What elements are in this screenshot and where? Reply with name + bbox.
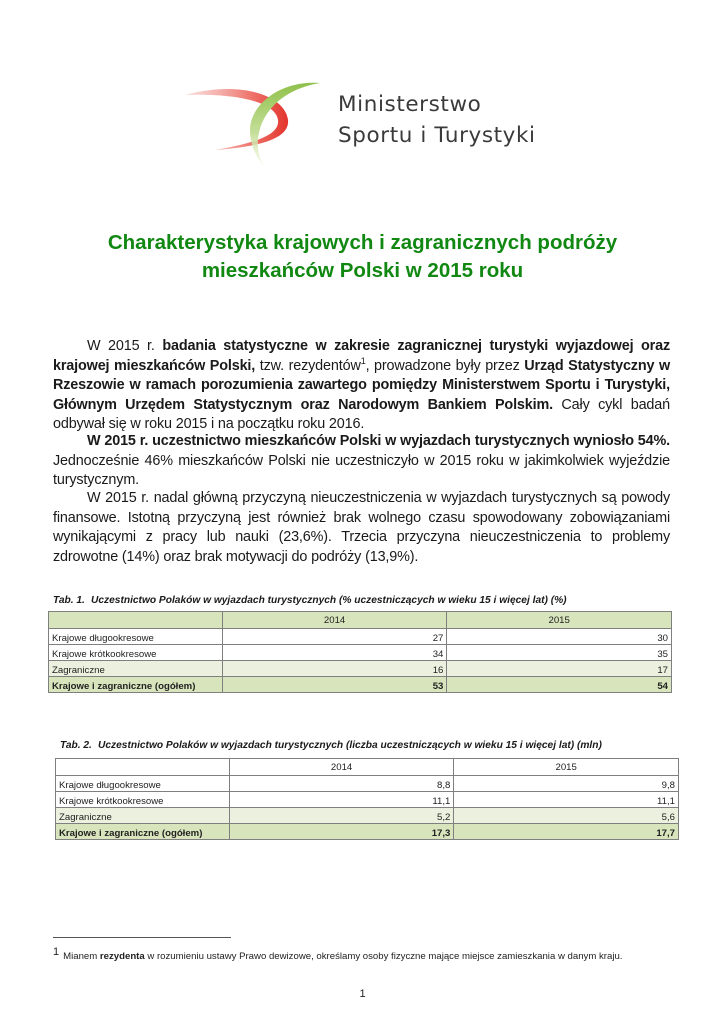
table-header-row — [49, 612, 672, 629]
value-2014: 17,3 — [229, 824, 454, 840]
footnote-reference[interactable]: 1 — [360, 355, 366, 366]
header-cell — [56, 759, 230, 776]
row-label: Krajowe i zagraniczne (ogółem) — [49, 677, 223, 693]
table2-caption-text: Uczestnictwo Polaków w wyjazdach turystycznych (liczba uczestniczących w wieku 15 i więcej lat) (mln) — [98, 740, 602, 751]
text-run: W 2015 r. nadal główną przyczyną nieuczestniczenia w wyjazdach turystycznych są powody finansowe. Istotną przyczyną jest również brak wolnego czasu spowodowany zobowiązaniami wynikającymi z pracy lub nauki (23,6%). Trzecia przyczyna nieuczestniczenia to problemy zdrowotne (14%) oraz brak motywacji do podróży (13,9%). — [53, 490, 670, 565]
ministry-name-line1: Ministerstwo — [338, 92, 482, 117]
table1-caption-number: Tab. 1. — [53, 595, 85, 606]
text-run-bold: badania statystyczne w zakresie zagranicznej turystyki wyjazdowej oraz krajowej mieszkańców Polski, — [53, 338, 671, 374]
footnote-separator — [53, 937, 231, 938]
paragraph-reasons — [53, 489, 670, 567]
table-row — [56, 776, 679, 792]
value-2014: 34 — [222, 645, 447, 661]
header-cell — [49, 612, 223, 629]
value-2014: 16 — [222, 661, 447, 677]
table-participation-percent — [48, 611, 672, 693]
value-2014: 53 — [222, 677, 447, 693]
header-cell: 2014 — [222, 612, 447, 629]
row-label: Zagraniczne — [56, 808, 230, 824]
row-label: Krajowe krótkookresowe — [49, 645, 223, 661]
value-2014: 8,8 — [229, 776, 454, 792]
table-header-row — [56, 759, 679, 776]
ministry-logo — [180, 75, 540, 175]
paragraph-participation — [53, 432, 670, 491]
row-label: Krajowe długookresowe — [56, 776, 230, 792]
text-run: w rozumieniu ustawy Prawo dewizowe, określamy osoby fizyczne mające miejsce zamieszkania w danym kraju. — [144, 951, 623, 962]
text-run: tzw. rezydentów — [255, 357, 361, 374]
table-total-row — [49, 677, 672, 693]
document-title — [0, 229, 725, 285]
header-cell: 2015 — [454, 759, 679, 776]
text-run: Jednocześnie 46% mieszkańców Polski nie uczestniczyło w 2015 roku w jakimkolwiek wyjeździe turystycznym. — [53, 452, 670, 489]
header-cell: 2015 — [447, 612, 672, 629]
table-row — [49, 629, 672, 645]
page-number: 1 — [359, 988, 366, 1000]
paragraph-survey-info — [53, 337, 670, 435]
table-total-row — [56, 824, 679, 840]
document-title-line2: mieszkańców Polski w 2015 roku — [201, 259, 524, 282]
document-title-line1: Charakterystyka krajowych i zagranicznych podróży — [107, 231, 618, 254]
table-row — [49, 661, 672, 677]
value-2015: 9,8 — [454, 776, 679, 792]
table-participation-millions — [55, 758, 679, 840]
text-run-bold: Urząd Statystyczny w Rzeszowie w ramach porozumienia zawartego pomiędzy Ministerstwem Sportu i Turystyki, Głównym Urzędem Statystycznym oraz Narodowym Bankiem Polskim. — [53, 357, 671, 413]
row-label: Krajowe krótkookresowe — [56, 792, 230, 808]
ministry-swoosh-logo-icon — [180, 75, 330, 175]
table-row — [49, 645, 672, 661]
row-label: Krajowe i zagraniczne (ogółem) — [56, 824, 230, 840]
table1-caption-text: Uczestnictwo Polaków w wyjazdach turystycznych (% uczestniczących w wieku 15 i więcej lat) (%) — [91, 595, 567, 606]
value-2014: 5,2 — [229, 808, 454, 824]
text-run-bold: rezydenta — [99, 951, 145, 962]
text-run: Mianem — [63, 951, 100, 962]
table-row — [56, 808, 679, 824]
value-2015: 17 — [447, 661, 672, 677]
footnote — [53, 946, 622, 962]
ministry-name — [338, 89, 536, 151]
row-label: Krajowe długookresowe — [49, 629, 223, 645]
value-2015: 54 — [447, 677, 672, 693]
table2-caption — [60, 740, 602, 751]
table1-caption — [53, 595, 567, 606]
footnote-number: 1 — [53, 946, 60, 958]
text-run: Cały cykl badań odbywał się w roku 2015 i na początku roku 2016. — [53, 396, 670, 433]
value-2015: 35 — [447, 645, 672, 661]
table-row — [56, 792, 679, 808]
value-2014: 27 — [222, 629, 447, 645]
row-label: Zagraniczne — [49, 661, 223, 677]
text-run: W 2015 r. — [87, 338, 163, 354]
value-2014: 11,1 — [229, 792, 454, 808]
text-run-bold: W 2015 r. uczestnictwo mieszkańców Polski w wyjazdach turystycznych wyniosło 54%. — [87, 433, 670, 449]
text-run: , prowadzone były przez — [365, 357, 525, 374]
value-2015: 30 — [447, 629, 672, 645]
header-cell: 2014 — [229, 759, 454, 776]
table2-caption-number: Tab. 2. — [60, 740, 92, 751]
value-2015: 17,7 — [454, 824, 679, 840]
ministry-name-line2: Sportu i Turystyki — [338, 123, 536, 148]
value-2015: 11,1 — [454, 792, 679, 808]
value-2015: 5,6 — [454, 808, 679, 824]
